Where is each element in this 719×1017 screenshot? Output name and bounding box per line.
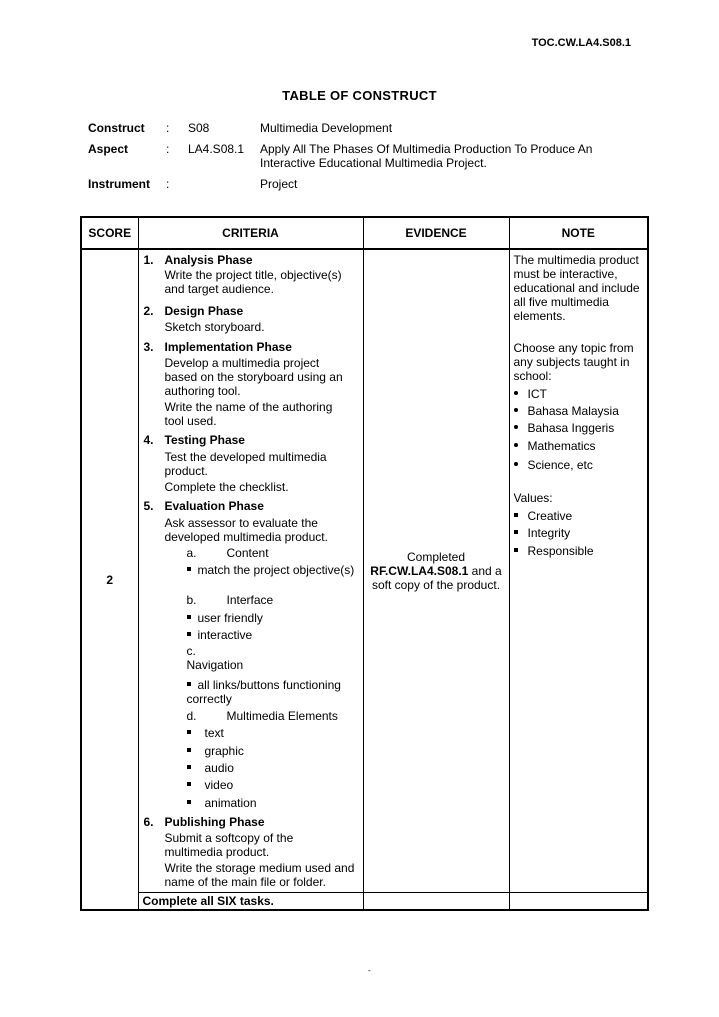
note-topic-item: Mathematics <box>514 439 649 453</box>
construct-table <box>80 216 649 911</box>
note-topic-item: Science, etc <box>514 458 649 472</box>
note-topic-item: ICT <box>514 387 649 401</box>
step-text: Write the project title, objective(s) and target audience. <box>164 268 342 296</box>
note-value-item: Creative <box>514 509 649 523</box>
construct-code: S08 <box>188 121 210 135</box>
construct-colon: : <box>166 121 170 135</box>
bullet-icon <box>514 391 518 395</box>
eval-elements-item: audio <box>187 761 234 775</box>
table-header-row <box>81 217 648 249</box>
note-column-header: NOTE <box>509 217 648 249</box>
eval-elements-item: graphic <box>187 744 244 758</box>
score-value: 2 <box>81 249 138 910</box>
construct-label: Construct <box>88 121 145 135</box>
step-text: Write the name of the authoring tool used. <box>164 400 333 428</box>
step-text: Test the developed multimedia product. <box>164 450 327 478</box>
eval-elements-letter: d. <box>186 709 197 723</box>
page-footer-mark: - <box>368 966 371 975</box>
eval-content-letter: a. <box>186 546 197 560</box>
step-text: Ask assessor to evaluate the developed multimedia product. <box>164 516 328 544</box>
bullet-icon <box>514 462 518 466</box>
evidence-column-header: EVIDENCE <box>363 217 509 249</box>
evidence-cell <box>363 249 509 893</box>
eval-elements-item: text <box>187 726 224 740</box>
step-text: Complete the checklist. <box>164 480 289 494</box>
step-number: 1. <box>143 253 154 267</box>
bullet-icon <box>514 408 518 412</box>
eval-navigation-item: all links/buttons functioning correctly <box>186 678 341 706</box>
eval-elements-item: animation <box>187 796 257 810</box>
bullet-icon <box>187 782 191 786</box>
eval-interface-letter: b. <box>186 593 197 607</box>
score-column-header: SCORE <box>81 217 138 249</box>
criteria-cell <box>138 249 363 893</box>
eval-navigation-label: Navigation <box>186 658 244 672</box>
bullet-icon <box>187 632 191 636</box>
step-number: 2. <box>143 304 154 318</box>
document-code: TOC.CW.LA4.S08.1 <box>531 37 631 49</box>
note-value-item: Responsible <box>514 544 649 558</box>
eval-content-label: Content <box>226 546 269 560</box>
note-topic-item: Bahasa Malaysia <box>514 404 649 418</box>
table-row <box>81 249 648 893</box>
note-footer-cell <box>509 893 648 911</box>
note-value-item: Integrity <box>514 526 649 540</box>
bullet-icon <box>514 425 518 429</box>
note-topic-item: Bahasa Inggeris <box>514 421 649 435</box>
footer-task: Complete all SIX tasks. <box>138 893 363 911</box>
bullet-icon <box>514 548 518 552</box>
bullet-icon <box>187 567 191 571</box>
bullet-icon <box>187 800 191 804</box>
aspect-label: Aspect <box>88 142 129 156</box>
step-number: 3. <box>143 340 154 354</box>
step-text: Develop a multimedia project based on the storyboard using an authoring tool. <box>164 356 343 398</box>
step-text: Submit a softcopy of the multimedia product. <box>164 831 294 859</box>
step-text: Sketch storyboard. <box>164 320 265 334</box>
eval-interface-item: interactive <box>187 628 253 642</box>
step-heading: Implementation Phase <box>164 340 292 354</box>
note-topic-intro: Choose any topic from any subjects taught in school: <box>513 341 634 383</box>
step-number: 5. <box>143 499 154 513</box>
bullet-icon <box>514 443 518 447</box>
evidence-pre: Completed <box>406 550 466 564</box>
eval-elements-label: Multimedia Elements <box>226 709 338 723</box>
step-heading: Evaluation Phase <box>164 499 264 513</box>
criteria-column-header: CRITERIA <box>138 217 363 249</box>
bullet-icon <box>187 682 191 686</box>
eval-interface-label: Interface <box>226 593 274 607</box>
eval-content-item: match the project objective(s) <box>187 563 357 577</box>
step-heading: Publishing Phase <box>164 815 265 829</box>
construct-value: Multimedia Development <box>260 121 393 135</box>
step-heading: Analysis Phase <box>164 253 253 267</box>
eval-elements-item: video <box>187 778 234 792</box>
note-cell <box>509 249 648 893</box>
evidence-footer-cell <box>363 893 509 911</box>
bullet-icon <box>187 615 191 619</box>
eval-interface-item: user friendly <box>187 611 263 625</box>
aspect-colon: : <box>166 142 170 156</box>
page-title: TABLE OF CONSTRUCT <box>282 88 437 103</box>
step-text: Write the storage medium used and name of the main file or folder. <box>164 861 355 889</box>
instrument-value: Project <box>260 177 298 191</box>
bullet-icon <box>187 748 191 752</box>
instrument-label: Instrument <box>88 177 151 191</box>
note-values-label: Values: <box>513 491 553 505</box>
bullet-icon <box>187 765 191 769</box>
evidence-post: and a soft copy of the product. <box>371 564 502 592</box>
bullet-icon <box>514 530 518 534</box>
bullet-icon <box>187 730 191 734</box>
step-number: 6. <box>143 815 154 829</box>
eval-navigation-letter: c. <box>186 644 196 658</box>
aspect-code: LA4.S08.1 <box>188 142 245 156</box>
step-heading: Testing Phase <box>164 433 245 447</box>
evidence-code: RF.CW.LA4.S08.1 <box>370 564 469 578</box>
instrument-colon: : <box>166 177 170 191</box>
step-number: 4. <box>143 433 154 447</box>
note-intro: The multimedia product must be interactive, educational and include all five multimedia elements. <box>513 253 640 323</box>
step-heading: Design Phase <box>164 304 244 318</box>
table-footer-row <box>81 893 648 911</box>
aspect-value: Apply All The Phases Of Multimedia Production To Produce An Interactive Educational Multimedia Project. <box>260 142 593 170</box>
bullet-icon <box>514 513 518 517</box>
